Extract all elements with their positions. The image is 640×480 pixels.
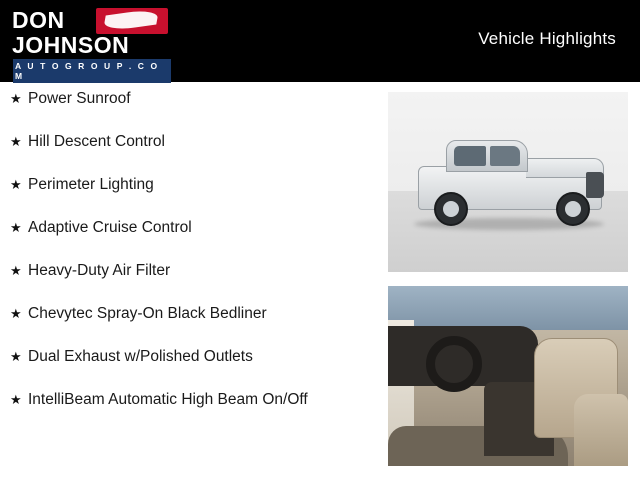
list-item [10,174,380,195]
star-icon: ★ [10,134,22,149]
features-list [10,88,380,432]
list-item [10,88,380,109]
truck-wheel-front [556,192,590,226]
feature-label: Hill Descent Control [28,133,165,150]
page-title: Vehicle Highlights [478,29,616,48]
star-icon: ★ [10,91,22,106]
star-icon: ★ [10,220,22,235]
feature-label: Dual Exhaust w/Polished Outlets [28,348,253,365]
list-item [10,217,380,238]
truck-wheel-rear [434,192,468,226]
truck-grille [586,172,604,198]
star-icon: ★ [10,392,22,407]
star-icon: ★ [10,177,22,192]
list-item [10,131,380,152]
truck-window-front [490,146,520,166]
steering-wheel [426,336,482,392]
dealer-logo[interactable] [12,6,172,81]
star-icon: ★ [10,306,22,321]
logo-line-2: JOHNSON [12,32,130,58]
swoosh-icon [96,8,168,34]
feature-label: IntelliBeam Automatic High Beam On/Off [28,391,308,408]
list-item [10,346,380,367]
star-icon: ★ [10,349,22,364]
feature-label: Power Sunroof [28,90,131,107]
interior-photo[interactable] [388,286,628,466]
feature-label: Perimeter Lighting [28,176,154,193]
list-item [10,260,380,281]
passenger-seat [574,394,628,466]
exterior-photo[interactable] [388,92,628,272]
feature-label: Adaptive Cruise Control [28,219,192,236]
star-icon: ★ [10,263,22,278]
windshield [388,286,628,330]
truck-window-rear [454,146,486,166]
list-item [10,303,380,324]
feature-label: Heavy-Duty Air Filter [28,262,171,279]
feature-label: Chevytec Spray-On Black Bedliner [28,305,267,322]
logo-tagline: A U T O G R O U P . C O M [13,59,171,83]
list-item [10,389,380,410]
logo-line-1: DON [12,7,65,33]
header-bar [0,0,640,82]
